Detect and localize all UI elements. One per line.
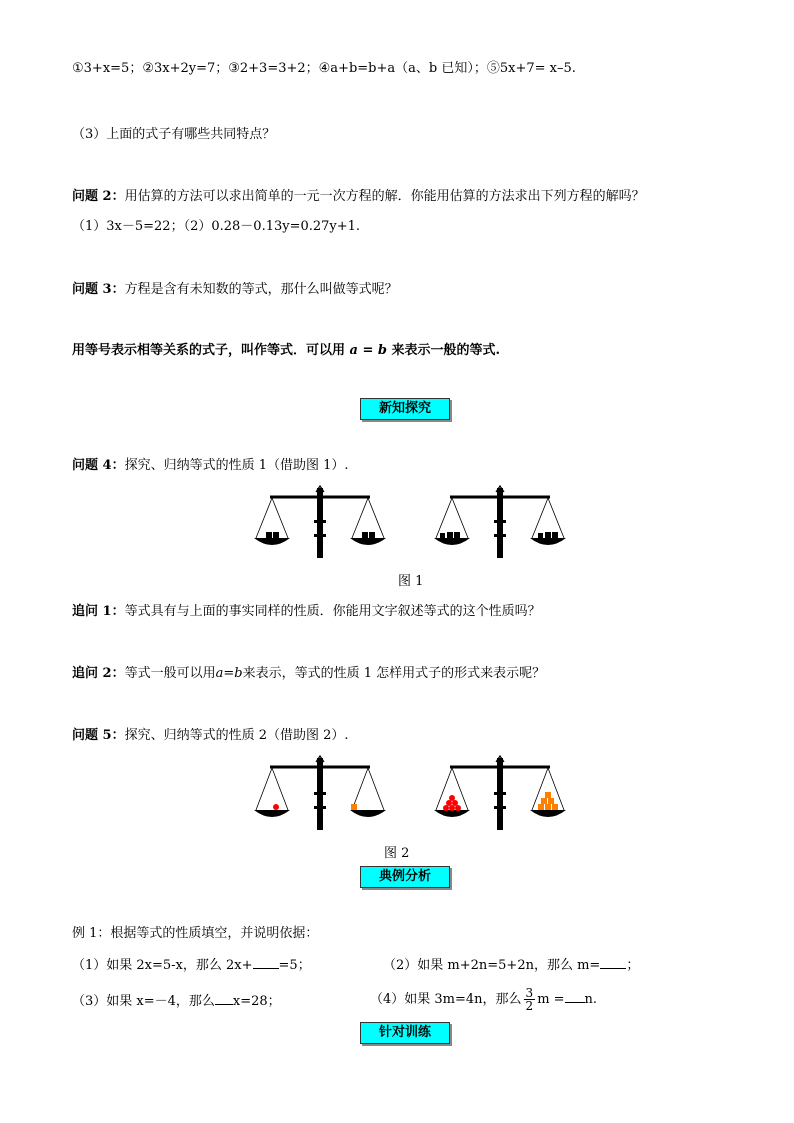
question-text: 方程是含有未知数的等式，那什么叫做等式呢？ xyxy=(124,282,398,297)
question-label: 问题 3： xyxy=(72,282,125,297)
question-2-sub: （1）3x－5=22；（2）0.28－0.13y=0.27y+1. xyxy=(72,219,361,234)
question-label: 追问 2： xyxy=(72,666,125,681)
question-text: 等式具有与上面的事实同样的性质．你能用文字叙述等式的这个性质吗？ xyxy=(124,604,541,619)
exercise-text: （2）如果 m+2n=5+2n，那么 m= xyxy=(383,958,601,973)
exercise-3 xyxy=(72,992,281,1011)
question-2 xyxy=(72,188,645,206)
figure-1-scales xyxy=(250,482,580,562)
figure-2-scales xyxy=(250,752,580,834)
exercise-1 xyxy=(72,956,311,975)
scale-left xyxy=(254,756,386,830)
answer-blank[interactable] xyxy=(600,956,626,969)
exercise-text: （1）如果 2x=5-x，那么 2x+ xyxy=(72,958,253,973)
exercise-text: （3）如果 x=－4，那么 xyxy=(72,994,215,1009)
question-label: 问题 5： xyxy=(72,728,125,743)
question-3 xyxy=(72,281,398,299)
fraction-denominator: 2 xyxy=(525,999,534,1013)
exercise-text: （4）如果 3m=4n，那么 xyxy=(370,992,522,1007)
question-text: 等式一般可以用 xyxy=(124,666,216,681)
heading-examples: 典例分析 xyxy=(360,866,450,888)
question-text: 探究、归纳等式的性质 1（借助图 1）. xyxy=(124,458,349,473)
exercise-text: n. xyxy=(584,992,598,1007)
definition-part: 来表示一般的等式. xyxy=(387,343,501,358)
definition-part: 用等号表示相等关系的式子，叫作等式．可以用 xyxy=(72,343,350,358)
scale-right xyxy=(434,486,566,558)
heading-new-knowledge: 新知探究 xyxy=(360,398,450,420)
question-5 xyxy=(72,727,349,745)
question-text: 用估算的方法可以求出简单的一元一次方程的解．你能用估算的方法求出下列方程的解吗？ xyxy=(124,189,645,204)
follow-up-2 xyxy=(72,665,545,683)
scale-right xyxy=(434,756,566,830)
question-label: 问题 2： xyxy=(72,189,125,204)
answer-blank[interactable] xyxy=(565,990,585,1003)
exercise-text: m = xyxy=(537,992,565,1007)
question-text: 来表示，等式的性质 1 怎样用式子的形式来表示呢？ xyxy=(242,666,546,681)
figure-1-caption: 图 1 xyxy=(398,574,424,589)
question-3-sub: （3）上面的式子有哪些共同特点？ xyxy=(72,127,276,142)
definition xyxy=(72,342,500,360)
answer-blank[interactable] xyxy=(253,956,279,969)
question-text: 探究、归纳等式的性质 2（借助图 2）. xyxy=(124,728,349,743)
exercise-text: ； xyxy=(626,958,640,973)
definition-formula: a = b xyxy=(349,343,387,358)
exercise-text: x=28； xyxy=(232,994,281,1009)
formula: a=b xyxy=(215,666,243,681)
follow-up-1 xyxy=(72,603,541,621)
question-label: 问题 4： xyxy=(72,458,125,473)
answer-blank[interactable] xyxy=(215,992,233,1005)
question-label: 追问 1： xyxy=(72,604,125,619)
exercise-2 xyxy=(383,956,639,975)
example-1: 例 1：根据等式的性质填空，并说明依据： xyxy=(72,926,319,941)
exercise-text: =5； xyxy=(278,958,311,973)
question-4 xyxy=(72,457,349,475)
exercise-4 xyxy=(370,986,597,1014)
fraction xyxy=(524,987,536,1012)
equation-list: ①3+x=5；②3x+2y=7；③2+3=3+2；④a+b=b+a（a、b 已知）；⑤5x+7= x–5. xyxy=(72,61,576,76)
heading-practice: 针对训练 xyxy=(360,1022,450,1044)
scale-left xyxy=(254,486,386,558)
fraction-numerator: 3 xyxy=(525,986,534,1000)
figure-2-caption: 图 2 xyxy=(384,846,410,861)
